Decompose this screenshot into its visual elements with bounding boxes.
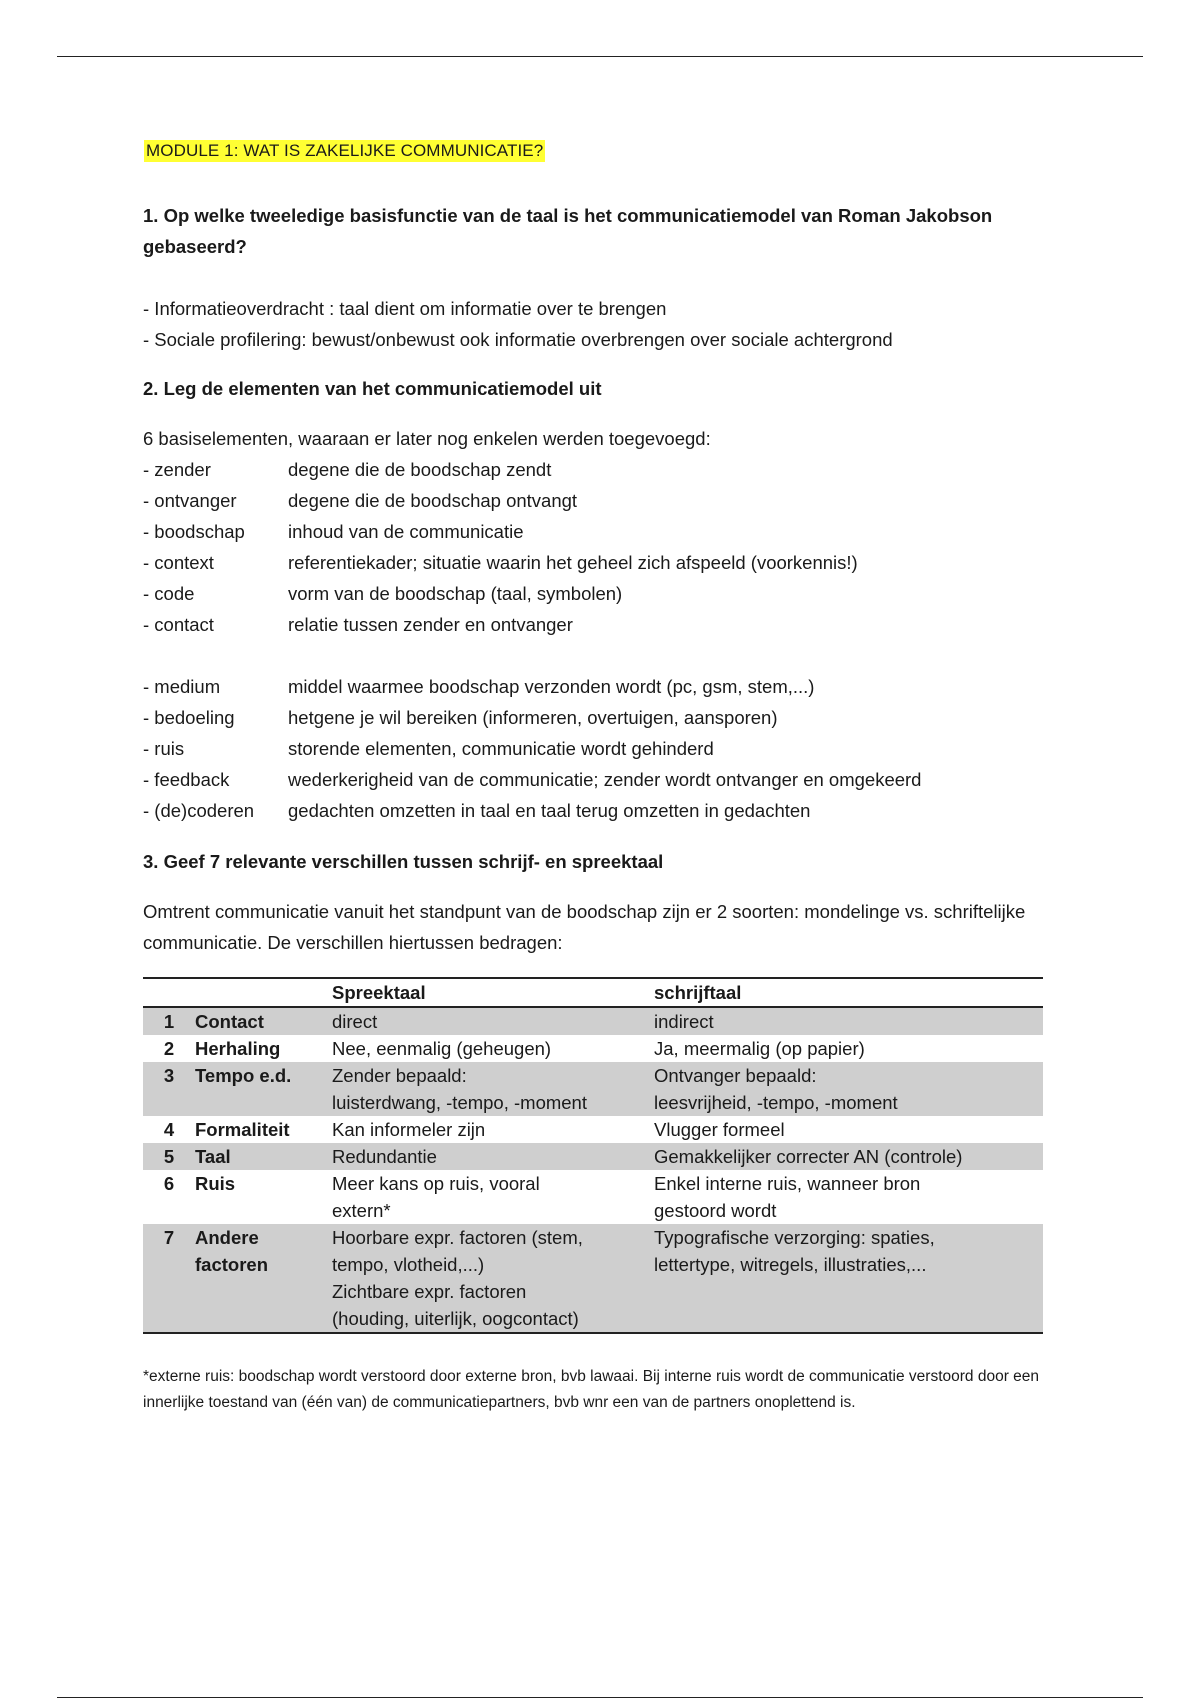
term: - (de)coderen [143, 800, 255, 821]
row-label: Herhaling [195, 1038, 281, 1059]
term-description: degene die de boodschap zendt [288, 459, 552, 480]
term-description: relatie tussen zender en ontvanger [288, 614, 573, 635]
term-description: storende elementen, communicatie wordt gehinderd [288, 738, 714, 759]
term: - zender [143, 459, 211, 480]
written-cell: indirect [654, 1007, 1043, 1035]
table-row [143, 1007, 1043, 1035]
list-item [143, 485, 1043, 516]
list-item [143, 764, 1043, 795]
term: - contact [143, 614, 214, 635]
written-cell: Ja, meermalig (op papier) [654, 1038, 865, 1059]
term: - ontvanger [143, 490, 237, 511]
table-header [195, 978, 332, 1007]
spacer [143, 640, 1043, 671]
row-number: 5 [143, 1143, 195, 1170]
spoken-cell: Hoorbare expr. factoren (stem, tempo, vlotheid,...) Zichtbare expr. factoren (houding, uiterlijk, oogcontact) [332, 1224, 654, 1333]
list-item [143, 516, 1043, 547]
list-item [143, 609, 1043, 640]
table-body [143, 1007, 1043, 1333]
list-item [143, 671, 1043, 702]
term: - boodschap [143, 521, 245, 542]
row-number: 3 [143, 1062, 195, 1116]
list-item [143, 733, 1043, 764]
table-row [143, 1035, 1043, 1062]
question-3-paragraph: Omtrent communicatie vanuit het standpunt van de boodschap zijn er 2 soorten: mondelinge vs. schriftelijke communicatie. De verschillen hiertussen bedragen: [143, 901, 1026, 953]
row-label: Ruis [195, 1173, 236, 1194]
spoken-cell: direct [332, 1007, 654, 1035]
row-number: 7 [143, 1224, 195, 1333]
written-cell: Typografische verzorging: spaties, lettertype, witregels, illustraties,... [654, 1224, 1043, 1333]
answer-item: - Informatieoverdracht : taal dient om informatie over te brengen [143, 298, 667, 319]
row-label: Taal [195, 1143, 332, 1170]
row-number: 4 [163, 1119, 175, 1140]
table-row [143, 1062, 1043, 1116]
footnote: *externe ruis: boodschap wordt verstoord door externe bron, bvb lawaai. Bij interne ruis wordt de communicatie verstoord door een innerlijke toestand van (één van) de communicatiepartners, bvb wnr een van de partners onoplettend is. [143, 1368, 1040, 1411]
term: - bedoeling [143, 707, 235, 728]
bottom-rule [57, 1697, 1143, 1698]
spoken-cell: Nee, eenmalig (geheugen) [332, 1038, 552, 1059]
term-description: gedachten omzetten in taal en taal terug omzetten in gedachten [288, 800, 811, 821]
written-cell: Gemakkelijker correcter AN (controle) [654, 1143, 1043, 1170]
term: - ruis [143, 738, 185, 759]
spoken-cell: Meer kans op ruis, vooral extern* [332, 1173, 540, 1221]
term: - context [143, 552, 214, 573]
spoken-cell: Redundantie [332, 1143, 654, 1170]
row-label: Formaliteit [195, 1119, 290, 1140]
term-description: vorm van de boodschap (taal, symbolen) [288, 583, 623, 604]
question-2-title: 2. Leg de elementen van het communicatiemodel uit [143, 378, 602, 399]
written-cell: Vlugger formeel [654, 1119, 785, 1140]
term-description: middel waarmee boodschap verzonden wordt (pc, gsm, stem,...) [288, 676, 815, 697]
row-number: 1 [143, 1007, 195, 1035]
table-header [143, 978, 195, 1007]
list-item [143, 547, 1043, 578]
written-cell: Ontvanger bepaald: leesvrijheid, -tempo, -moment [654, 1062, 1043, 1116]
table-row [143, 1224, 1043, 1333]
page-content [143, 140, 1043, 1416]
differences-table [143, 977, 1043, 1334]
list-item [143, 795, 1043, 826]
term-description: wederkerigheid van de communicatie; zender wordt ontvanger en omgekeerd [288, 769, 922, 790]
extra-elements-list [143, 671, 1043, 826]
table-header-written: schrijftaal [654, 978, 1043, 1007]
term-description: inhoud van de communicatie [288, 521, 524, 542]
question-1-answers [143, 293, 1043, 355]
term-description: degene die de boodschap ontvangt [288, 490, 578, 511]
top-rule [57, 56, 1143, 57]
term-description: referentiekader; situatie waarin het geheel zich afspeeld (voorkennis!) [288, 552, 858, 573]
row-label: Contact [195, 1007, 332, 1035]
table-row [143, 1116, 1043, 1143]
row-label: Andere factoren [195, 1224, 332, 1333]
question-2-intro: 6 basiselementen, waaraan er later nog enkelen werden toegevoegd: [143, 428, 711, 449]
list-item [143, 702, 1043, 733]
written-cell: Enkel interne ruis, wanneer bron gestoord wordt [654, 1173, 921, 1221]
question-3-title: 3. Geef 7 relevante verschillen tussen schrijf- en spreektaal [143, 851, 664, 872]
list-item [143, 454, 1043, 485]
term: - feedback [143, 769, 230, 790]
table-row [143, 1170, 1043, 1224]
term-description: hetgene je wil bereiken (informeren, overtuigen, aansporen) [288, 707, 778, 728]
table-header-row [143, 978, 1043, 1007]
spoken-cell: Kan informeler zijn [332, 1119, 486, 1140]
table-header-spoken: Spreektaal [332, 978, 654, 1007]
answer-item: - Sociale profilering: bewust/onbewust ook informatie overbrengen over sociale achtergrond [143, 329, 893, 350]
spoken-cell: Zender bepaald: luisterdwang, -tempo, -moment [332, 1062, 654, 1116]
term: - code [143, 583, 195, 604]
term: - medium [143, 676, 221, 697]
row-label: Tempo e.d. [195, 1062, 332, 1116]
list-item [143, 578, 1043, 609]
basic-elements-list [143, 454, 1043, 640]
question-1-title: 1. Op welke tweeledige basisfunctie van de taal is het communicatiemodel van Roman Jakobson gebaseerd? [143, 205, 993, 257]
module-title: MODULE 1: WAT IS ZAKELIJKE COMMUNICATIE? [146, 141, 544, 160]
table-row [143, 1143, 1043, 1170]
row-number: 2 [163, 1038, 175, 1059]
row-number: 6 [163, 1173, 175, 1194]
